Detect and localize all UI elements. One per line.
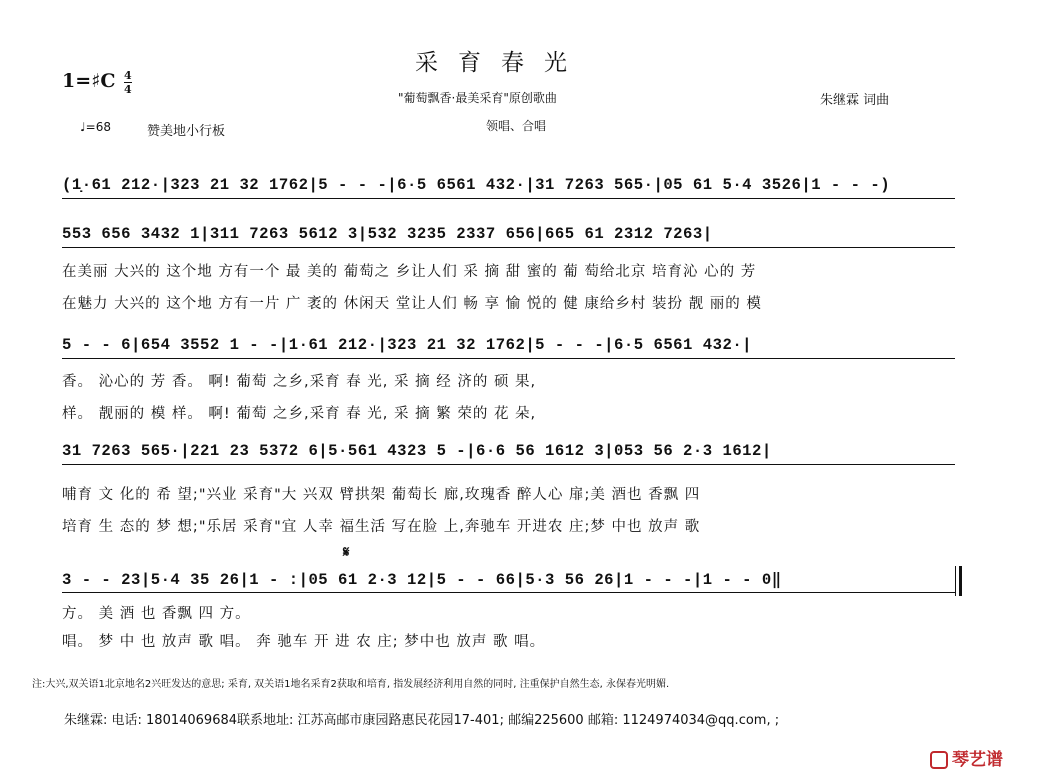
staff-underline xyxy=(62,358,955,359)
final-barline-thick xyxy=(959,566,962,596)
contact-info: 朱继霖: 电话: 18014069684联系地址: 江苏高邮市康园路惠民花园17-401; 邮编225600 邮箱: 1124974034@qq.com, ; xyxy=(64,713,780,728)
site-logo xyxy=(930,745,1003,770)
tempo-mark: ♩=68 xyxy=(80,120,111,134)
notation-line-5: 3 - - 23|5·4 35 26|1 - :|05 61 2·3 12|5 - - 66|5·3 56 26|1 - - -|1 - - 0‖ xyxy=(62,571,782,589)
lyric-line-3a: 香。 沁心的 芳 香。 啊! 葡萄 之乡,采育 春 光, 采 摘 经 济的 硕 果, xyxy=(62,374,537,390)
footnote: 注:大兴,双关语1北京地名2兴旺发达的意思; 采育, 双关语1地名采育2获取和培育, 指发展经济利用自然的同时, 注重保护自然生态, 永保春光明媚. xyxy=(32,679,670,690)
key-signature: 1=♯C xyxy=(62,70,116,92)
lyric-line-5a: 方。 美 酒 也 香飘 四 方。 xyxy=(62,606,251,622)
lyric-line-2b: 在魅力 大兴的 这个地 方有一片 广 袤的 休闲天 堂让人们 畅 享 愉 悦的 健 康给乡村 装扮 靓 丽的 模 xyxy=(62,296,762,312)
staff-underline xyxy=(62,198,955,199)
composer: 朱继霖 词曲 xyxy=(820,93,890,108)
lyric-line-4b: 培育 生 态的 梦 想;"乐居 采育"宜 人幸 福生活 写在脸 上,奔驰车 开进农 庄;梦 中也 放声 歌 xyxy=(62,519,701,535)
final-barline xyxy=(955,566,956,596)
staff-underline xyxy=(62,247,955,248)
notation-line-3: 5 - - 6|654 3552 1 - -|1·61 212·|323 21 32 1762|5 - - -|6·5 6561 432·| xyxy=(62,336,753,354)
staff-underline xyxy=(62,592,955,593)
lyric-line-5b: 唱。 梦 中 也 放声 歌 唱。 奔 驰车 开 进 农 庄; 梦中也 放声 歌 唱。 xyxy=(62,634,546,650)
lyric-line-4a: 哺育 文 化的 希 望;"兴业 采育"大 兴双 臂拱架 葡萄长 廊,玫瑰香 醉人心 扉;美 酒也 香飘 四 xyxy=(62,487,701,503)
notation-line-1: (1̣·61 212·|323 21 32 1762|5 - - -|6·5 6561 432·|31 7263 565·|05 61 5·4 3526|1 - - -) xyxy=(62,176,891,194)
performer: 领唱、合唱 xyxy=(486,119,547,133)
tempo-text: 赞美地小行板 xyxy=(147,124,226,139)
time-numerator: 4 xyxy=(124,69,132,82)
logo-text: 琴艺谱 xyxy=(952,750,1003,770)
notation-line-2: 553 656 3432 1|311 7263 5612 3|532 3235 2337 656|665 61 2312 7263| xyxy=(62,225,713,243)
logo-icon xyxy=(930,751,948,769)
segno-icon: 𝄋 xyxy=(343,543,350,561)
subtitle: "葡萄飘香·最美采育"原创歌曲 xyxy=(398,91,557,105)
time-denominator: 4 xyxy=(124,83,132,96)
lyric-line-3b: 样。 靓丽的 模 样。 啊! 葡萄 之乡,采育 春 光, 采 摘 繁 荣的 花 朵, xyxy=(62,406,537,422)
song-title: 采育春光 xyxy=(415,50,587,76)
staff-underline xyxy=(62,464,955,465)
notation-line-4: 31 7263 565·|221 23 5372 6|5·561 4323 5 -|6·6 56 1612 3|053 56 2·3 1612| xyxy=(62,442,772,460)
lyric-line-2a: 在美丽 大兴的 这个地 方有一个 最 美的 葡萄之 乡让人们 采 摘 甜 蜜的 葡 萄给北京 培育沁 心的 芳 xyxy=(62,264,757,280)
time-signature xyxy=(124,70,132,95)
